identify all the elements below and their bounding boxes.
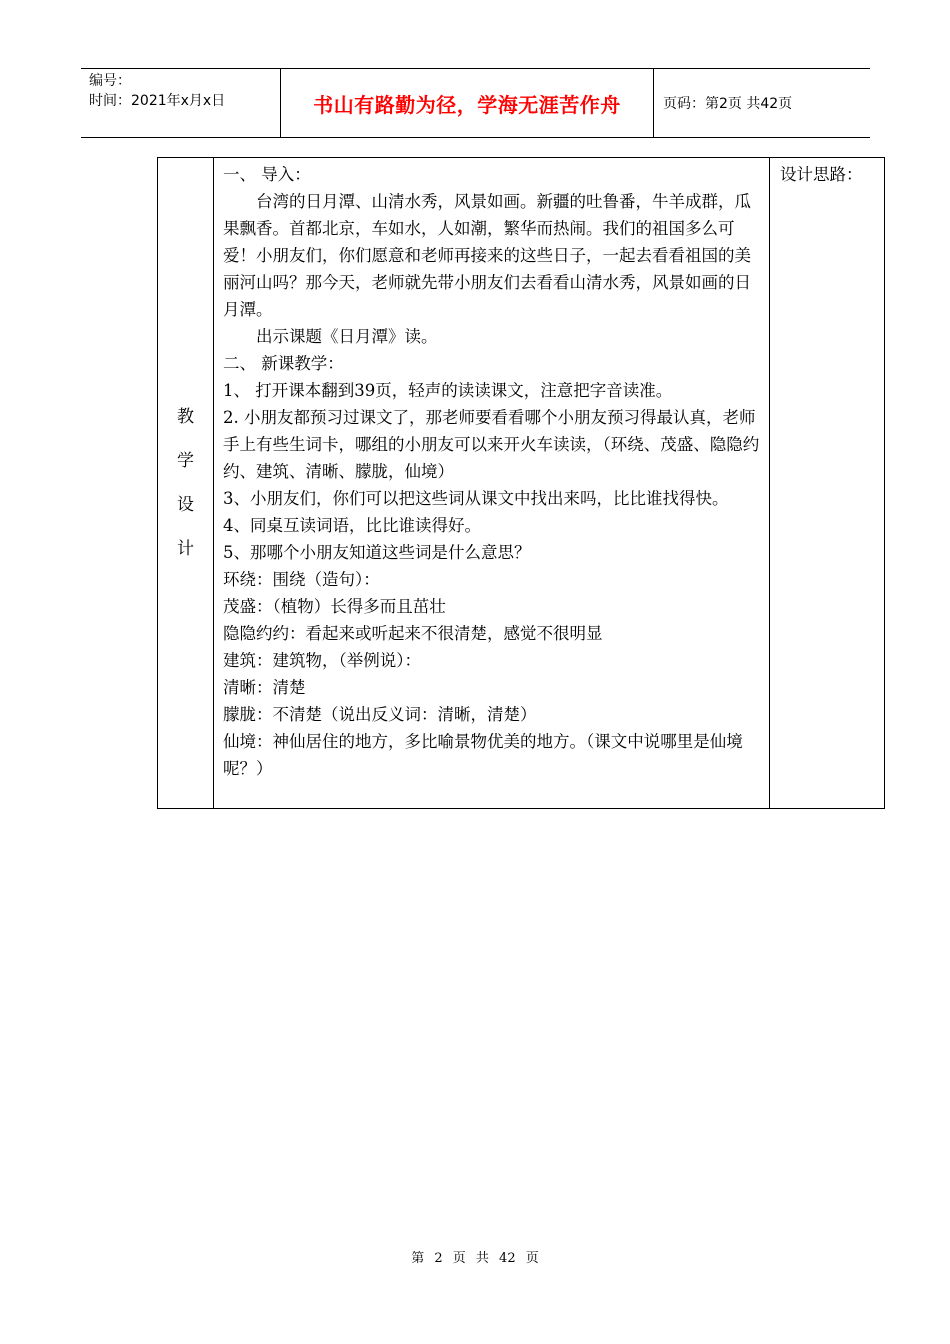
lesson-paragraph: 环绕：围绕（造句）： [223,570,380,589]
section-label-char: 设 [177,495,194,515]
lesson-paragraph: 2. 小朋友都预习过课文了，那老师要看看哪个小朋友预习得最认真，老师手上有些生词卡，哪组的小朋友可以来开火车读读，（环绕、茂盛、隐隐约约、建筑、清晰、朦胧，仙境） [223,408,760,481]
lesson-paragraph: 建筑：建筑物，（举例说）： [223,651,421,670]
number-label: 编号： [89,73,131,89]
lesson-paragraph: 1、 打开课本翻到39页，轻声的读读课文，注意把字音读准。 [223,381,673,400]
lesson-paragraph: 仙境：神仙居住的地方，多比喻景物优美的地方。（课文中说哪里是仙境呢？） [223,732,743,778]
table-divider [769,158,770,808]
section-label-char: 教 [177,407,194,427]
page-footer: 第 2 页 共 42 页 [411,1251,539,1266]
lesson-design-table [157,157,885,809]
header-meta [89,71,225,111]
section-label-char: 计 [177,539,194,559]
design-notes-label: 设计思路： [780,165,863,184]
lesson-paragraph: 出示课题《日月潭》读。 [256,327,438,346]
header-page-info: 页码：第2页 共42页 [663,96,793,112]
document-header [81,68,870,138]
lesson-paragraph: 4、同桌互读词语，比比谁读得好。 [223,516,481,535]
lesson-content [223,161,763,782]
lesson-paragraph: 5、那哪个小朋友知道这些词是什么意思？ [223,543,531,562]
section-label [158,158,213,808]
lesson-paragraph: 二、 新课教学： [223,354,344,373]
lesson-paragraph: 茂盛：（植物）长得多而且茁壮 [223,597,446,616]
section-label-char: 学 [177,451,194,471]
lesson-paragraph: 清晰：清楚 [223,678,306,697]
header-divider [280,69,281,137]
lesson-paragraph: 朦胧：不清楚（说出反义词：清晰，清楚） [223,705,537,724]
table-divider [213,158,214,808]
header-divider [653,69,654,137]
lesson-paragraph: 隐隐约约：看起来或听起来不很清楚，感觉不很明显 [223,624,603,643]
time-label: 时间：2021年x月x日 [89,93,226,109]
lesson-paragraph: 台湾的日月潭、山清水秀，风景如画。新疆的吐鲁番，牛羊成群，瓜果飘香。首都北京，车如水，人如潮，繁华而热闹。我们的祖国多么可爱！小朋友们，你们愿意和老师再接来的这些日子，一起去看看祖国的美丽河山吗？那今天，老师就先带小朋友们去看看山清水秀，风景如画的日月潭。 [223,192,751,319]
lesson-paragraph: 3、小朋友们，你们可以把这些词从课文中找出来吗，比比谁找得快。 [223,489,729,508]
lesson-paragraph: 一、 导入： [223,165,311,184]
header-motto: 书山有路勤为径，学海无涯苦作舟 [313,92,621,117]
